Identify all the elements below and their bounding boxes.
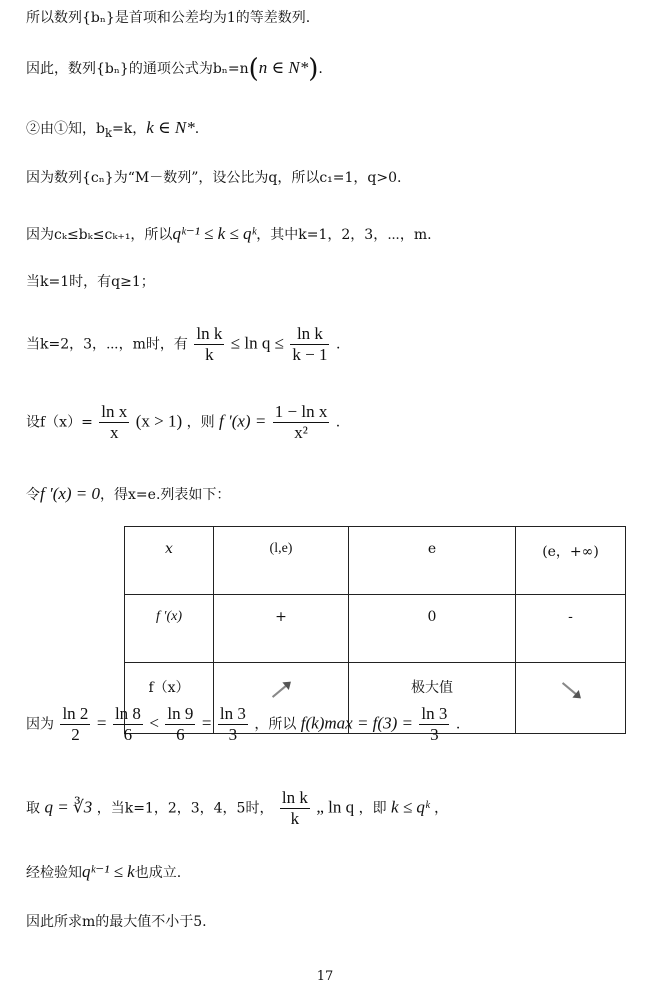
text-segment: ，其中k=1，2，3，⋯，m. — [256, 227, 432, 243]
text-segment: . — [194, 121, 200, 137]
text-segment: 设f（x）= — [26, 414, 93, 431]
math-segment: „ ln q — [316, 797, 355, 817]
fraction — [218, 704, 248, 745]
text-segment: 因为cₖ≤bₖ≤cₖ₊₁，所以 — [26, 227, 173, 243]
numerator: 1 − ln x — [274, 402, 328, 421]
denominator: 3 — [430, 725, 439, 744]
fraction — [419, 704, 449, 745]
text-line-8 — [26, 402, 340, 443]
denominator: x — [110, 423, 119, 442]
numerator: ln k — [281, 788, 308, 807]
decreasing-arrow-icon — [561, 682, 579, 698]
numerator: ln 9 — [167, 704, 194, 723]
math-segment: k ∈ N* — [146, 118, 195, 137]
fraction — [99, 402, 129, 443]
fraction — [165, 704, 195, 745]
denominator: k — [290, 809, 300, 828]
denominator: 2 — [71, 725, 80, 744]
table-cell: f ′(x) — [125, 595, 214, 663]
math-segment: qᵏ⁻¹ ≤ k — [82, 862, 135, 881]
math-segment: n ∈ N* — [258, 58, 309, 77]
numerator: ln 3 — [421, 704, 448, 723]
text-line-6: 当k=1时，有q≥1； — [26, 274, 155, 290]
fraction — [273, 402, 330, 443]
numerator: ln 3 — [219, 704, 246, 723]
math-segment: < — [149, 713, 159, 733]
denominator: k − 1 — [292, 345, 328, 364]
text-line-7 — [26, 324, 340, 365]
text-line-3 — [26, 118, 199, 143]
text-segment: ，即 — [358, 800, 387, 817]
text-segment: . — [318, 61, 323, 77]
text-line-1: 所以数列{bₙ}是首项和公差均为1的等差数列. — [26, 10, 311, 26]
text-line-13: 因此所求m的最大值不小于5. — [26, 914, 207, 930]
text-segment: 也成立. — [134, 865, 182, 881]
numerator: ln x — [101, 402, 128, 421]
text-line-10 — [26, 704, 460, 745]
table-cell: (l,e) — [214, 527, 349, 595]
table-row — [125, 527, 626, 595]
text-segment: 因此，数列{bₙ}的通项公式为bₙ=n — [26, 61, 249, 77]
denominator: 3 — [228, 725, 238, 744]
fraction — [60, 704, 90, 745]
text-segment: ，所以 — [254, 716, 297, 733]
math-segment: qᵏ⁻¹ ≤ k ≤ qᵏ — [172, 224, 257, 243]
text-line-12 — [26, 862, 181, 883]
fraction — [113, 704, 143, 745]
table-cell: (e，+∞) — [516, 527, 626, 595]
table-cell: - — [516, 595, 626, 663]
denominator: k — [205, 345, 214, 364]
math-segment: = — [96, 713, 107, 733]
denominator: 6 — [123, 725, 133, 744]
text-segment: . — [335, 336, 341, 353]
text-segment: . — [455, 716, 461, 733]
table-cell: x — [125, 527, 214, 595]
text-line-2 — [26, 54, 323, 84]
numerator: ln 2 — [62, 704, 89, 723]
page-number: 17 — [316, 969, 334, 984]
fraction — [290, 324, 329, 365]
table-cell — [516, 663, 626, 734]
subscript: k — [104, 125, 113, 140]
numerator: ln k — [290, 324, 329, 345]
table-cell: e — [349, 527, 516, 595]
table-cell: f（x） — [125, 663, 214, 734]
increasing-arrow-icon — [272, 682, 290, 698]
paren-close: ) — [308, 54, 319, 84]
table-cell: 0 — [349, 595, 516, 663]
table-row — [125, 595, 626, 663]
text-segment: 因为 — [26, 716, 54, 733]
variation-table — [124, 526, 626, 734]
text-segment: . — [335, 414, 341, 431]
text-segment: 取 — [26, 800, 40, 817]
text-segment: ，则 — [186, 414, 215, 431]
math-segment: q = ∛3 — [44, 797, 93, 817]
math-segment: k ≤ qᵏ — [391, 797, 430, 817]
table-cell: 极大值 — [349, 663, 516, 734]
text-line-5 — [26, 224, 432, 245]
text-segment: 当k=2，3，⋯，m时，有 — [26, 336, 188, 353]
math-segment: f ′(x) = — [219, 411, 267, 431]
text-segment: =k， — [112, 121, 147, 137]
math-segment: f ′(x) = 0 — [40, 484, 101, 503]
paren-open: ( — [248, 54, 259, 84]
fraction — [280, 788, 310, 829]
math-segment: (x > 1) — [135, 411, 183, 431]
text-segment: ， — [434, 800, 449, 817]
text-line-9 — [26, 484, 230, 505]
text-segment: ②由①知，b — [26, 121, 105, 137]
fraction — [194, 324, 224, 365]
math-segment: = — [201, 713, 212, 733]
text-segment: ，当k=1，2，3，4，5时， — [96, 800, 274, 817]
text-segment: ，得x=e.列表如下： — [100, 487, 231, 503]
text-line-11 — [26, 788, 448, 829]
denominator: x² — [294, 423, 308, 442]
math-segment: f(k)max = f(3) = — [300, 713, 413, 733]
numerator: ln k — [196, 324, 223, 343]
numerator: ln 8 — [114, 704, 141, 723]
math-segment: ≤ ln q ≤ — [230, 333, 284, 353]
text-line-4: 因为数列{cₙ}为“M－数列”，设公比为q，所以c₁=1，q>0. — [26, 170, 402, 186]
text-segment: 令 — [26, 487, 40, 503]
text-segment: 经检验知 — [26, 865, 82, 881]
table-cell: + — [214, 595, 349, 663]
denominator: 6 — [176, 725, 185, 744]
